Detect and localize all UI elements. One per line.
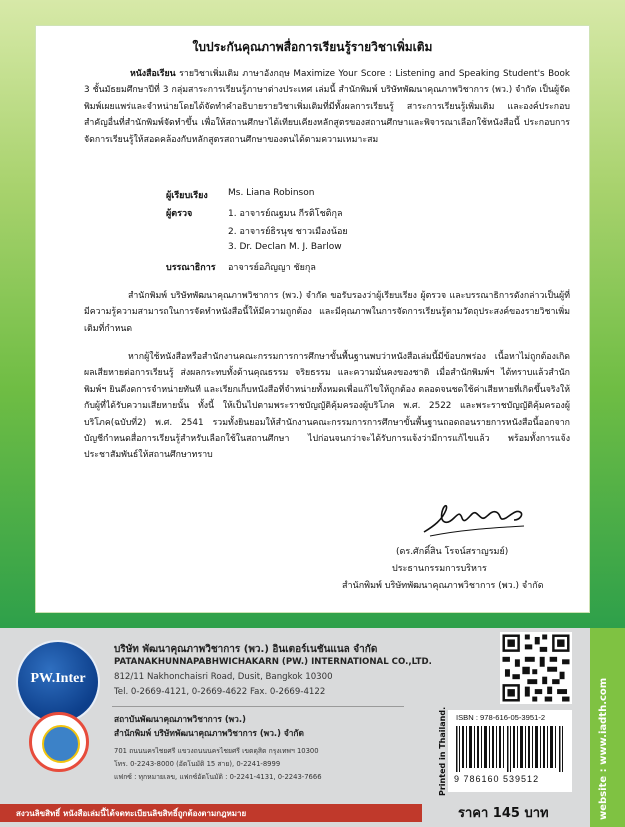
company-name-english: PATANAKHUNNAPABHWICHAKARN (PW.) INTERNATIONAL CO.,LTD. <box>114 657 432 667</box>
website-url: website : www.iadth.com <box>598 677 609 820</box>
reviewer-label: ผู้ตรวจ <box>166 209 193 219</box>
copyright-notice: สงวนลิขสิทธิ์ หนังสือเล่มนี้ได้จดทะเบียนลิขสิทธิ์ถูกต้องตามกฎหมาย <box>16 809 247 818</box>
liability-paragraph: หากผู้ใช้หนังสือหรือสำนักงานคณะกรรมการการศึกษาขั้นพื้นฐานพบว่าหนังสือเล่มนี้มีข้อบกพร่อง เนื้อหาไม่ถูกต้องเกิดผลเสียหายต่อการเรียนรู้ ส่งผลกระทบทั้งด้านคุณธรรม จริยธรรม และความมั่นคงของชาติ เมื่อสำนักพิมพ์ฯ ได้ทราบแล้วสำนักพิมพ์ฯ ยินดีงดการจำหน่ายทันที และเรียกเก็บหนังสือที่จำหน่ายทั้งหมดเพื่อแก้ไขให้ถูกต้อง ตลอดจนชดใช้ค่าเสียหายที่เกิดขึ้นจริงให้กับผู้ที่ได้รับความเสียหายนั้น ทั้งนี้ ให้เป็นไปตามพระราชบัญญัติคุ้มครองผู้บริโภค พ.ศ. 2522 และพระราชบัญญัติคุ้มครองผู้บริโภค(ฉบับที่2) พ.ศ. 2541 รวมทั้งยินยอมให้สำนักงานคณะกรรมการการศึกษาขั้นพื้นฐานถอดถอนรายการหนังสือนี้ออกจากบัญชีกำหนดสื่อการเรียนรู้สำหรับเลือกใช้ในสถานศึกษา ไปก่อนจนกว่าจะได้รับการแจ้งว่ามีการแก้ไขแล้ว พร้อมทั้งการแจ้งประชาสัมพันธ์ให้สถานศึกษาทราบ <box>84 352 570 461</box>
signer-position: ประธานกรรมการบริหาร <box>392 564 487 574</box>
company-phone: Tel. 0-2669-4121, 0-2669-4622 Fax. 0-2669-4122 <box>114 687 326 697</box>
price-label: ราคา 145 บาท <box>458 806 549 821</box>
institute-name: สถาบันพัฒนาคุณภาพวิชาการ (พว.) <box>114 714 246 724</box>
company-address: 812/11 Nakhonchaisri Road, Dusit, Bangkok 10300 <box>114 672 333 682</box>
publisher-phone: โทร. 0-2243-8000 (อัตโนมัติ 15 สาย), 0-2241-8999 <box>114 760 281 768</box>
editor-label: บรรณาธิการ <box>166 263 216 273</box>
qr-code-icon <box>500 632 572 704</box>
back-cover-footer <box>0 628 625 827</box>
publisher-fax: แฟกซ์ : ทุกหมายเลข, แฟกซ์อัตโนมัติ : 0-2241-4131, 0-2243-7666 <box>114 773 322 781</box>
isbn-barcode-panel <box>448 710 572 792</box>
pw-inter-logo <box>18 642 98 722</box>
certificate-title: ใบประกันคุณภาพสื่อการเรียนรู้รายวิชาเพิ่มเติม <box>192 40 433 54</box>
barcode-number: 9 786160 539512 <box>454 774 540 784</box>
website-strip <box>590 628 625 827</box>
guarantee-paragraph: สำนักพิมพ์ บริษัทพัฒนาคุณภาพวิชาการ (พว.) จำกัด ขอรับรองว่าผู้เรียบเรียง ผู้ตรวจ และบรรณาธิการดังกล่าวเป็นผู้ที่มีความรู้ความสามารถในการจัดทำหนังสือนี้ให้มีความถูกต้อง และมีคุณภาพในการจัดการเรียนรู้ตามวัตถุประสงค์ของรายวิชาเพิ่มเติมที่กำหนด <box>84 291 570 334</box>
intro-text: รายวิชาเพิ่มเติม ภาษาอังกฤษ Maximize Your Score : Listening and Speaking Student's Book 3 ชั้นมัธยมศึกษาปีที่ 3 กลุ่มสาระการเรียนรู้ภาษาต่างประเทศ เล่มนี้ สำนักพิมพ์ บริษัทพัฒนาคุณภาพวิชาการ (พว.) จำกัด เป็นผู้จัดพิมพ์เผยแพร่และจำหน่ายโดยได้จัดทำคำอธิบายรายวิชาเพิ่มเติมที่มีทั้งผลการเรียนรู้ สาระการเรียนรู้เพิ่มเติม และองค์ประกอบสำคัญอื่นที่สำนักพิมพ์จัดทำขึ้น เพื่อให้สถานศึกษาได้เทียบเคียงหลักสูตรของสถานศึกษาและพิจารณาเลือกใช้หนังสือนี้ ประกอบการจัดการเรียนรู้ให้สอดคล้องกับหลักสูตรสถานศึกษาของตนได้ตามความเหมาะสม <box>84 69 570 145</box>
footer-divider <box>112 706 404 707</box>
institute-emblem-icon <box>42 725 80 763</box>
intro-lead: หนังสือเรียน <box>130 69 176 79</box>
copyright-bar <box>0 804 422 822</box>
author-name: Ms. Liana Robinson <box>228 188 315 198</box>
editor-name: อาจารย์อภิญญา ชัยกุล <box>228 263 316 273</box>
signer-name: (ดร.ศักดิ์สิน โรจน์สราญรมย์) <box>396 547 509 557</box>
intro-paragraph <box>84 66 570 148</box>
author-label: ผู้เรียบเรียง <box>166 191 208 201</box>
isbn-label: ISBN : 978-616-05-3951-2 <box>456 713 546 722</box>
certificate-sheet <box>36 26 589 612</box>
publisher-name: สำนักพิมพ์ บริษัทพัฒนาคุณภาพวิชาการ (พว.) จำกัด <box>114 728 304 738</box>
publisher-address: 701 ถนนนครไชยศรี แขวงถนนนครไชยศรี เขตดุสิต กรุงเทพฯ 10300 <box>114 747 319 755</box>
reviewer-name: 3. Dr. Declan M. J. Barlow <box>228 242 342 252</box>
signature-image <box>420 496 530 540</box>
printed-label: Printed in Thailand. <box>438 706 447 796</box>
signer-organization: สำนักพิมพ์ บริษัทพัฒนาคุณภาพวิชาการ (พว.) จำกัด <box>342 581 544 591</box>
reviewer-name: 2. อาจารย์ธิรนุช ชาวเมืองน้อย <box>228 227 348 237</box>
institute-logo <box>29 712 89 772</box>
reviewer-name: 1. อาจารย์ณฐมน กีรติโชติกุล <box>228 209 343 219</box>
barcode-icon <box>456 726 564 772</box>
pw-inter-logo-text: PW.Inter <box>30 671 86 686</box>
company-name-thai: บริษัท พัฒนาคุณภาพวิชาการ (พว.) อินเตอร์เนชันแนล จำกัด <box>114 644 378 655</box>
